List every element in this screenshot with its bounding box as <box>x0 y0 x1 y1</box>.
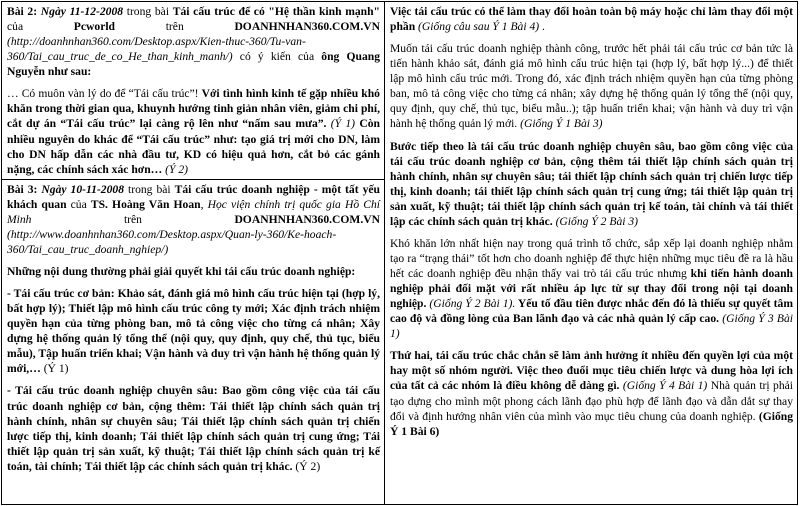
bai-3-item-1: - Tái cấu trúc cơ bản: Khảo sát, đánh giá mô hình cấu trúc hiện tại (hợp lý, bất hợp lý); Thiết lập mô hình cấu trúc công ty mới; Xác định trách nhiệm quyền hạn của từng phòng ban, mô tả công việc cho từng cá nhân; Xây dựng hệ thống quản lý tổng thể (nội quy, quy định, quy chế, thủ tục, biểu mẫu), Tập huấn triển khai; Vận hành và duy trì vận hành hệ thống quản lý mới,… (Ý 1) <box>7 287 380 376</box>
right-paragraph-3: Bước tiếp theo là tái cấu trúc doanh nghiệp chuyên sâu, bao gồm công việc của tái cấu trúc doanh nghiệp cơ bản, cộng thêm tái thiết lập chính sách quản trị hành chính, nhân sự chuyên sâu; tái thiết lập chính sách quản trị chiến lược tiếp thị, kinh doanh; tái thiết lập chính sách quản trị cung ứng; tái thiết lập quản trị sản xuất, kỹ thuật; tái thiết lập chính sách quản trị kế toán, tài chính và tái thiết lập các chính sách quản trị khác. (Giống Ý 2 Bài 3) <box>390 139 793 228</box>
right-text <box>385 2 797 441</box>
bai-2-quote: … Có muôn vàn lý do để “Tái cấu trúc”! Với tình hình kinh tế gặp nhiều khó khăn trong thời gian qua, khuynh hướng tinh giản nhân viên, giảm chi phí, cắt dự án “Tái cấu trúc” lại càng rộ lên như “nấm sau mưa”. (Ý 1) Còn nhiều nguyên do khác để “Tái cấu trúc” như: tạo giá trị mới cho DN, làm cho DN hấp dẫn các nhà đầu tư, KD có hiệu quả hơn, cắt bỏ các gánh nặng, các chính sách xác hơn… (Ý 2) <box>7 87 380 176</box>
bai-2-citation: Bài 2: Ngày 11-12-2008 trong bài Tái cấu trúc để có "Hệ thần kinh mạnh" của Pcworld trên DOANHNHAN360.COM.VN (http://doanhnhan360.com/Desktop.aspx/Kien-thuc-360/Tu-van-360/Tai_cau_truc_de_co_He_than_kinh_manh/) có ý kiến của ông Quang Nguyễn như sau: <box>7 5 381 79</box>
bai-2-url: (http://doanhnhan360.com/Desktop.aspx/Kien-thuc-360/Tu-van-360/Tai_cau_truc_de_co_He_than_kinh_manh/) <box>7 35 306 64</box>
article-block-bai-3 <box>2 179 384 476</box>
bai-3-url: (http://www.doanhnhan360.com/Desktop.aspx/Quan-ly-360/Ke-hoach-360/Tai_cau_truc_doanh_nghiep/) <box>7 227 337 256</box>
document-page <box>1 1 798 505</box>
bai-3-heading: Những nội dung thường phải giải quyết khi tái cấu trúc doanh nghiệp: <box>7 265 356 278</box>
right-paragraph-4: Khó khăn lớn nhất hiện nay trong quá trình tổ chức, sắp xếp lại doanh nghiệp nhằm tạo ra “trạng thái” tốt hơn cho doanh nghiệp để thực hiện những mục tiêu đề ra là hầu hết các doanh nghiệp đều nhận thấy vai trò tái cấu trúc nhưng khi tiến hành doanh nghiệp phải đối mặt với rất nhiều áp lực từ sự thay đổi trong nội tại doanh nghiệp. (Giống Ý 2 Bài 1). Yếu tố đầu tiên được nhắc đến đó là thiếu sự quyết tâm cao độ và đồng lòng của Ban lãnh đạo và các nhà quản lý cấp cao. (Giống Ý 3 Bài 1) <box>390 236 793 341</box>
article-block-bai-2 <box>2 2 384 179</box>
right-paragraph-5: Thứ hai, tái cấu trúc chắc chắn sẽ làm ảnh hưởng ít nhiều đến quyền lợi của một hay một số nhóm người. Việc theo đuổi mục tiêu chiến lược và dung hòa lợi ích của tất cả các nhóm là điều không dễ dàng gì. (Giống Ý 4 Bài 1) Nhà quản trị phải tạo dựng cho mình một phong cách lãnh đạo phù hợp để lãnh đạo và dẫn dắt sự thay đổi và định hướng nhân viên của mình vào mục tiêu chung của doanh nghiệp. (Giống Ý 1 Bài 6) <box>390 349 793 438</box>
left-column <box>2 2 385 504</box>
bai-3-item-2: - Tái cấu trúc doanh nghiệp chuyên sâu: Bao gồm công việc của tái cấu trúc doanh nghiệp cơ bản, cộng thêm: Tái thiết lập chính sách quản trị hành chính, nhân sự chuyên sâu; Tái thiết lập chính sách quản trị chiến lược tiếp thị, kinh doanh; Tái thiết lập chính sách quản trị cung ứng; Tái thiết lập quản trị sản xuất, kỹ thuật; Tái thiết lập chính sách quản trị kế toán, tài chính; Tái thiết lập các chính sách quản trị khác. (Ý 2) <box>7 384 380 473</box>
right-column <box>385 2 797 504</box>
right-paragraph-2: Muốn tái cấu trúc doanh nghiệp thành công, trước hết phải tái cấu trúc cơ bản tức là tiến hành khảo sát, đánh giá mô hình cấu trúc hiện tại (hợp lý, bất hợp lý...) để thiết lập mô hình cấu trúc mới. Trong đó, xác định trách nhiệm quyền hạn của từng phòng ban, mô tả công việc cho từng cá nhân; xây dựng hệ thống quản lý tổng thể (nội quy, quy định, quy chế, thủ tục, biểu mẫu..); tập huấn triển khai; vận hành và duy trì vận hành hệ thống quản lý mới. (Giống Ý 1 Bài 3) <box>390 42 793 131</box>
right-paragraph-1: Việc tái cấu trúc có thể làm thay đổi hoàn toàn bộ máy hoặc chỉ làm thay đổi một phần (Giống câu sau Ý 1 Bài 4) . <box>390 5 793 34</box>
bai-3-citation: Bài 3: Ngày 10-11-2008 trong bài Tái cấu trúc doanh nghiệp - một tất yếu khách quan của TS. Hoàng Văn Hoan, Học viện chính trị quốc gia Hồ Chí Minh trên DOANHNHAN360.COM.VN (http://www.doanhnhan360.com/Desktop.aspx/Quan-ly-360/Ke-hoach-360/Tai_cau_truc_doanh_nghiep/) <box>7 182 381 256</box>
